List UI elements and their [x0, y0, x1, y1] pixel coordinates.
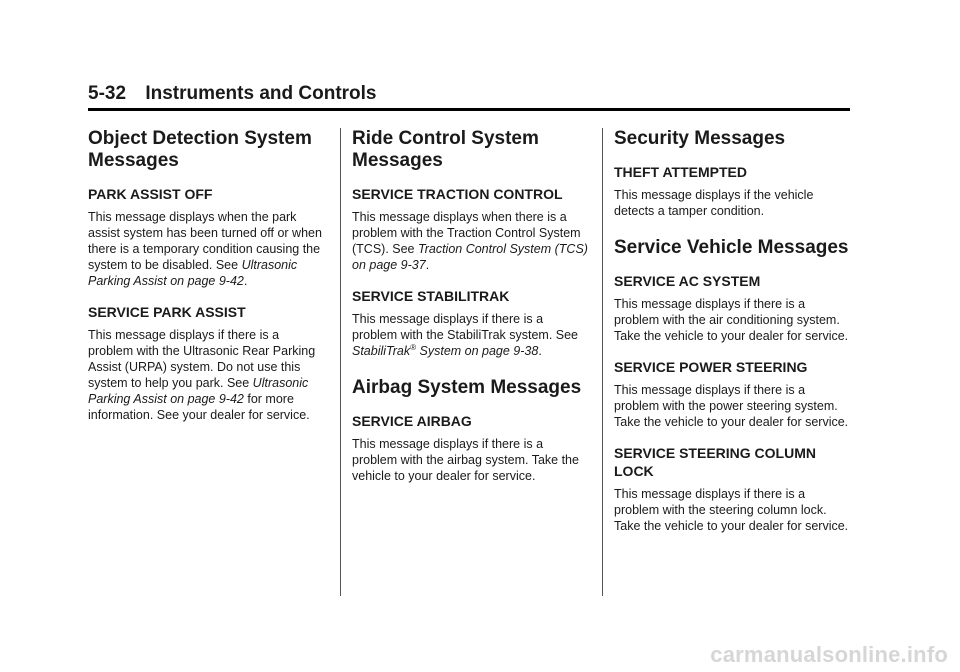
page-header — [88, 82, 850, 111]
column-divider — [602, 128, 603, 596]
heading-park-assist-off: PARK ASSIST OFF — [88, 186, 213, 202]
section-title-security: Security Messages — [614, 128, 786, 149]
heading-service-ac-system: SERVICE AC SYSTEM — [614, 273, 761, 289]
paragraph-service-park-assist: This message displays if there is a problem with the Ultrasonic Rear Parking Assist (URPA) system. Do not use this system to help you park. See Ultrasonic Parking Assist on page 9-42 for more information. See your dealer for service. — [88, 328, 316, 422]
heading-service-stabilitrak: SERVICE STABILITRAK — [352, 288, 510, 304]
page-number: 5-32 — [88, 83, 127, 104]
heading-service-power-steering: SERVICE POWER STEERING — [614, 359, 808, 375]
cross-reference-link[interactable]: Ultrasonic Parking Assist on page 9-42 — [88, 376, 309, 406]
registered-mark: ® — [410, 342, 417, 352]
cross-reference-link[interactable]: Traction Control System (TCS) on page 9-37 — [352, 242, 588, 272]
paragraph-service-power-steering: This message displays if there is a problem with the power steering system. Take the vehicle to your dealer for service. — [614, 383, 849, 429]
heading-service-park-assist: SERVICE PARK ASSIST — [88, 304, 246, 320]
column-object-detection — [88, 128, 324, 437]
column-security-service — [614, 128, 850, 548]
chapter-title: Instruments and Controls — [145, 83, 377, 104]
heading-theft-attempted: THEFT ATTEMPTED — [614, 164, 747, 180]
section-title-ride-control: Ride Control System Messages — [352, 128, 539, 171]
column-divider — [340, 128, 341, 596]
paragraph-service-steering-column-lock: This message displays if there is a problem with the steering column lock. Take the vehicle to your dealer for service. — [614, 487, 849, 533]
paragraph-service-ac-system: This message displays if there is a problem with the air conditioning system. Take the vehicle to your dealer for service. — [614, 297, 849, 343]
watermark: carmanualsonline.info — [710, 642, 948, 667]
paragraph-theft-attempted: This message displays if the vehicle detects a tamper condition. — [614, 188, 814, 218]
cross-reference-link[interactable]: Ultrasonic Parking Assist on page 9-42 — [88, 258, 298, 288]
heading-service-steering-column-lock: SERVICE STEERING COLUMN LOCK — [614, 445, 816, 479]
section-title-service-vehicle: Service Vehicle Messages — [614, 237, 849, 258]
paragraph-service-traction-control: This message displays when there is a problem with the Traction Control System (TCS). See Traction Control System (TCS) on page 9-37. — [352, 210, 588, 272]
paragraph-service-airbag: This message displays if there is a problem with the airbag system. Take the vehicle to your dealer for service. — [352, 437, 579, 483]
cross-reference-link[interactable]: StabiliTrak® System on page 9-38 — [352, 342, 539, 358]
column-ride-control — [352, 128, 588, 498]
paragraph-service-stabilitrak: This message displays if there is a problem with the StabiliTrak system. See StabiliTrak® System on page 9-38. — [352, 312, 579, 358]
heading-service-traction-control: SERVICE TRACTION CONTROL — [352, 186, 563, 202]
heading-service-airbag: SERVICE AIRBAG — [352, 413, 472, 429]
section-title-airbag: Airbag System Messages — [352, 377, 582, 398]
section-title-object-detection: Object Detection System Messages — [88, 128, 312, 171]
paragraph-park-assist-off: This message displays when the park assist system has been turned off or when there is a temporary condition causing the system to be disabled. See Ultrasonic Parking Assist on page 9-42. — [88, 210, 322, 288]
